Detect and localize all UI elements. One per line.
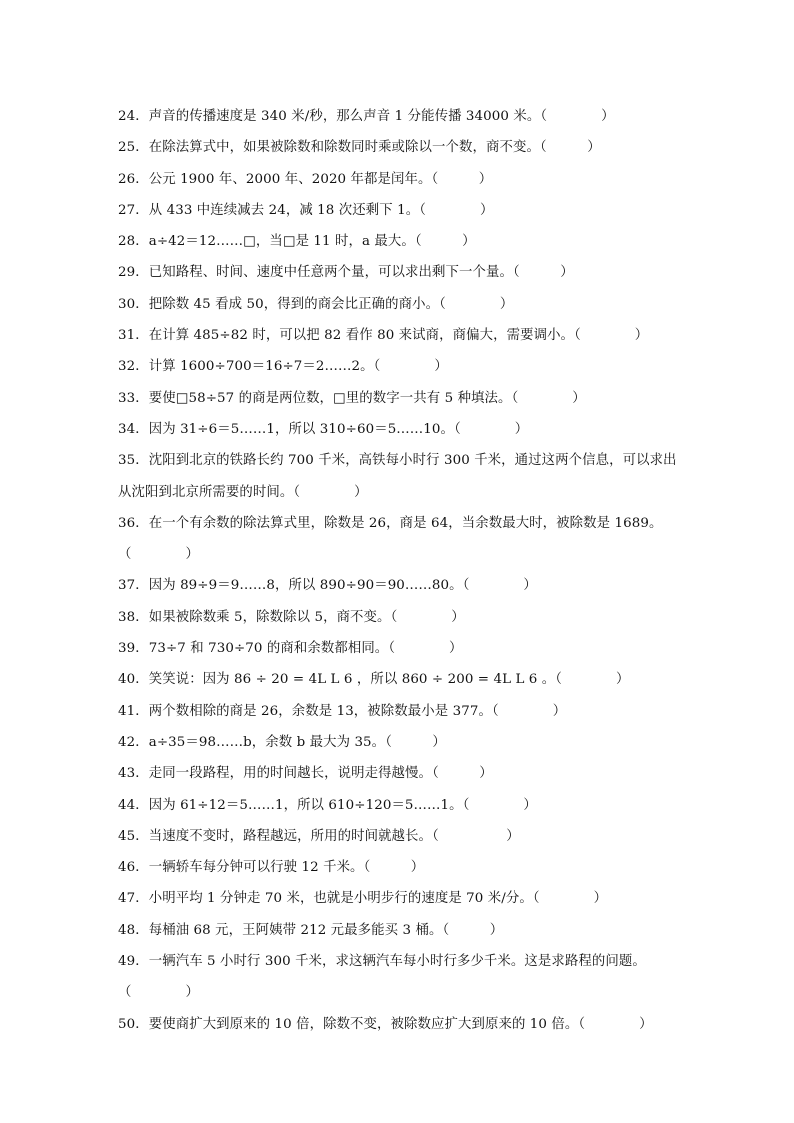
question-line: 43．走同一段路程，用的时间越长，说明走得越慢。（ ） (118, 766, 493, 782)
question-line: 45．当速度不变时，路程越远，所用的时间就越长。（ ） (118, 828, 520, 844)
question-line: 38．如果被除数乘 5，除数除以 5，商不变。（ ） (118, 609, 465, 625)
question-line-continued: （ ） (118, 547, 199, 563)
question-line: 25．在除法算式中，如果被除数和除数同时乘或除以一个数，商不变。（ ） (118, 140, 601, 156)
question-line: 35．沈阳到北京的铁路长约 700 千米，高铁每小时行 300 千米，通过这两个信息，可以求出 (118, 453, 677, 469)
question-line: 29．已知路程、时间、速度中任意两个量，可以求出剩下一个量。（ ） (118, 265, 574, 281)
question-line: 44．因为 61÷12＝5……1，所以 610÷120＝5……1。（ ） (118, 797, 537, 813)
question-line: 28．a÷42＝12……□，当□是 11 时，a 最大。（ ） (118, 234, 476, 250)
question-line: 26．公元 1900 年、2000 年、2020 年都是闰年。（ ） (118, 171, 493, 187)
question-line: 36．在一个有余数的除法算式里，除数是 26，商是 64，当余数最大时，被除数是 1689。 (118, 515, 663, 531)
question-line: 49．一辆汽车 5 小时行 300 千米，求这辆汽车每小时行多少千米。这是求路程的问题。 (118, 954, 646, 970)
question-line: 37．因为 89÷9＝9……8，所以 890÷90＝90……80。（ ） (118, 578, 537, 594)
question-line: 40．笑笑说：因为 86 ÷ 20 = 4L L 6 ，所以 860 ÷ 200 = 4L L 6 。（ ） (118, 672, 630, 688)
question-line: 33．要使□58÷57 的商是两位数，□里的数字一共有 5 种填法。（ ） (118, 390, 586, 406)
question-line: 34．因为 31÷6＝5……1，所以 310÷60＝5……10。（ ） (118, 421, 529, 437)
question-line: 41．两个数相除的商是 26，余数是 13，被除数最小是 377。（ ） (118, 703, 567, 719)
question-line: 46．一辆轿车每分钟可以行驶 12 千米。（ ） (118, 860, 425, 876)
question-line: 31．在计算 485÷82 时，可以把 82 看作 80 来试商，商偏大，需要调小。（ ） (118, 328, 649, 344)
question-line: 39．73÷7 和 730÷70 的商和余数都相同。（ ） (118, 641, 463, 657)
question-line: 50．要使商扩大到原来的 10 倍，除数不变，被除数应扩大到原来的 10 倍。（ ） (118, 1016, 653, 1032)
question-line: 30．把除数 45 看成 50，得到的商会比正确的商小。（ ） (118, 296, 514, 312)
question-line-continued: （ ） (118, 985, 199, 1001)
question-line: 32．计算 1600÷700＝16÷7＝2……2。（ ） (118, 359, 448, 375)
question-line: 47．小明平均 1 分钟走 70 米，也就是小明步行的速度是 70 米/分。（ ） (118, 891, 608, 907)
question-list (118, 101, 688, 1040)
question-line: 27．从 433 中连续减去 24，减 18 次还剩下 1。（ ） (118, 202, 494, 218)
question-line-continued: 从沈阳到北京所需要的时间。（ ） (118, 484, 368, 500)
question-line: 24．声音的传播速度是 340 米/秒，那么声音 1 分能传播 34000 米。（ ） (118, 109, 615, 124)
question-line: 42．a÷35＝98……b，余数 b 最大为 35。（ ） (118, 734, 446, 750)
question-line: 48．每桶油 68 元，王阿姨带 212 元最多能买 3 桶。（ ） (118, 922, 504, 938)
